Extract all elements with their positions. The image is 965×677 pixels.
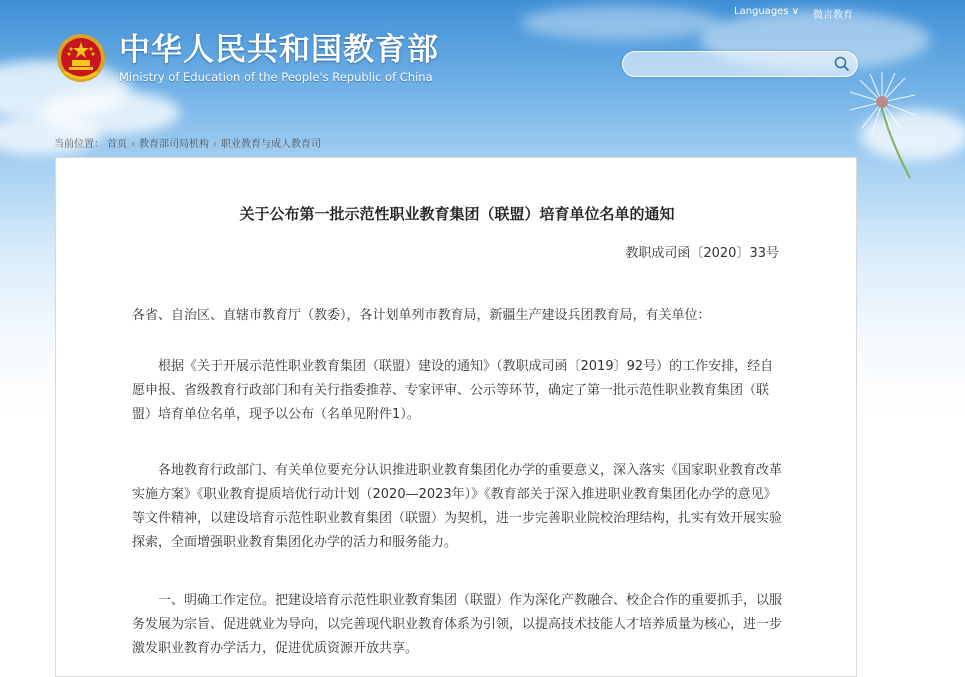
ministry-name-en: Ministry of Education of the People's Republic of China [119,70,433,84]
site-logo[interactable] [55,32,439,84]
national-emblem-icon [55,32,107,84]
breadcrumb-item-home[interactable]: 首页 [107,139,127,150]
article-paragraph: 各省、自治区、直辖市教育厅（教委），各计划单列市教育局，新疆生产建设兵团教育局，有关单位： [132,308,711,323]
breadcrumb [54,135,321,150]
article-paragraph: 各地教育行政部门、有关单位要充分认识推进职业教育集团化办学的重要意义，深入落实《国家职业教育改革实施方案》《职业教育提质培优行动计划（2020—2023年）》《教育部关于深入推进职业教育集团化办学的意见》等文件精神，以建设培育示范性职业教育集团（联盟）为契机，进一步完善职业院校治理结构，扎实有效开展实验探索，全面增强职业教育集团化办学的活力和服务能力。 [132,463,783,550]
article-paragraph: 根据《关于开展示范性职业教育集团（联盟）建设的通知》（教职成司函〔2019〕92号）的工作安排，经自愿申报、省级教育行政部门和有关行指委推荐、专家评审、公示等环节，确定了第一批示范性职业教育集团（联盟）培育单位名单，现予以公布（名单见附件1）。 [132,359,774,422]
search-input[interactable] [633,52,827,76]
breadcrumb-item-departments[interactable]: 教育部司局机构 [139,139,209,150]
cloud-decoration [520,5,720,40]
weibo-link[interactable]: 微言教育 [813,10,854,21]
article-container [55,157,857,677]
article-title: 关于公布第一批示范性职业教育集团（联盟）培育单位名单的通知 [239,205,675,223]
breadcrumb-prefix: 当前位置： [54,139,104,150]
breadcrumb-item-vocational[interactable]: 职业教育与成人教育司 [221,139,321,150]
ministry-name-cn: 中华人民共和国教育部 [119,32,439,68]
chevron-right-icon: › [213,139,217,150]
article-paragraph: 一、明确工作定位。把建设培育示范性职业教育集团（联盟）作为深化产教融合、校企合作的重要抓手，以服务发展为宗旨、促进就业为导向，以完善现代职业教育体系为引领，以提高技术技能人才培养质量为核心，进一步激发职业教育办学活力，促进优质资源开放共享。 [132,593,783,656]
top-links [734,6,853,21]
chevron-right-icon: › [131,139,135,150]
languages-link[interactable]: Languages ∨ [734,6,800,17]
document-number: 教职成司函〔2020〕33号 [625,246,779,261]
